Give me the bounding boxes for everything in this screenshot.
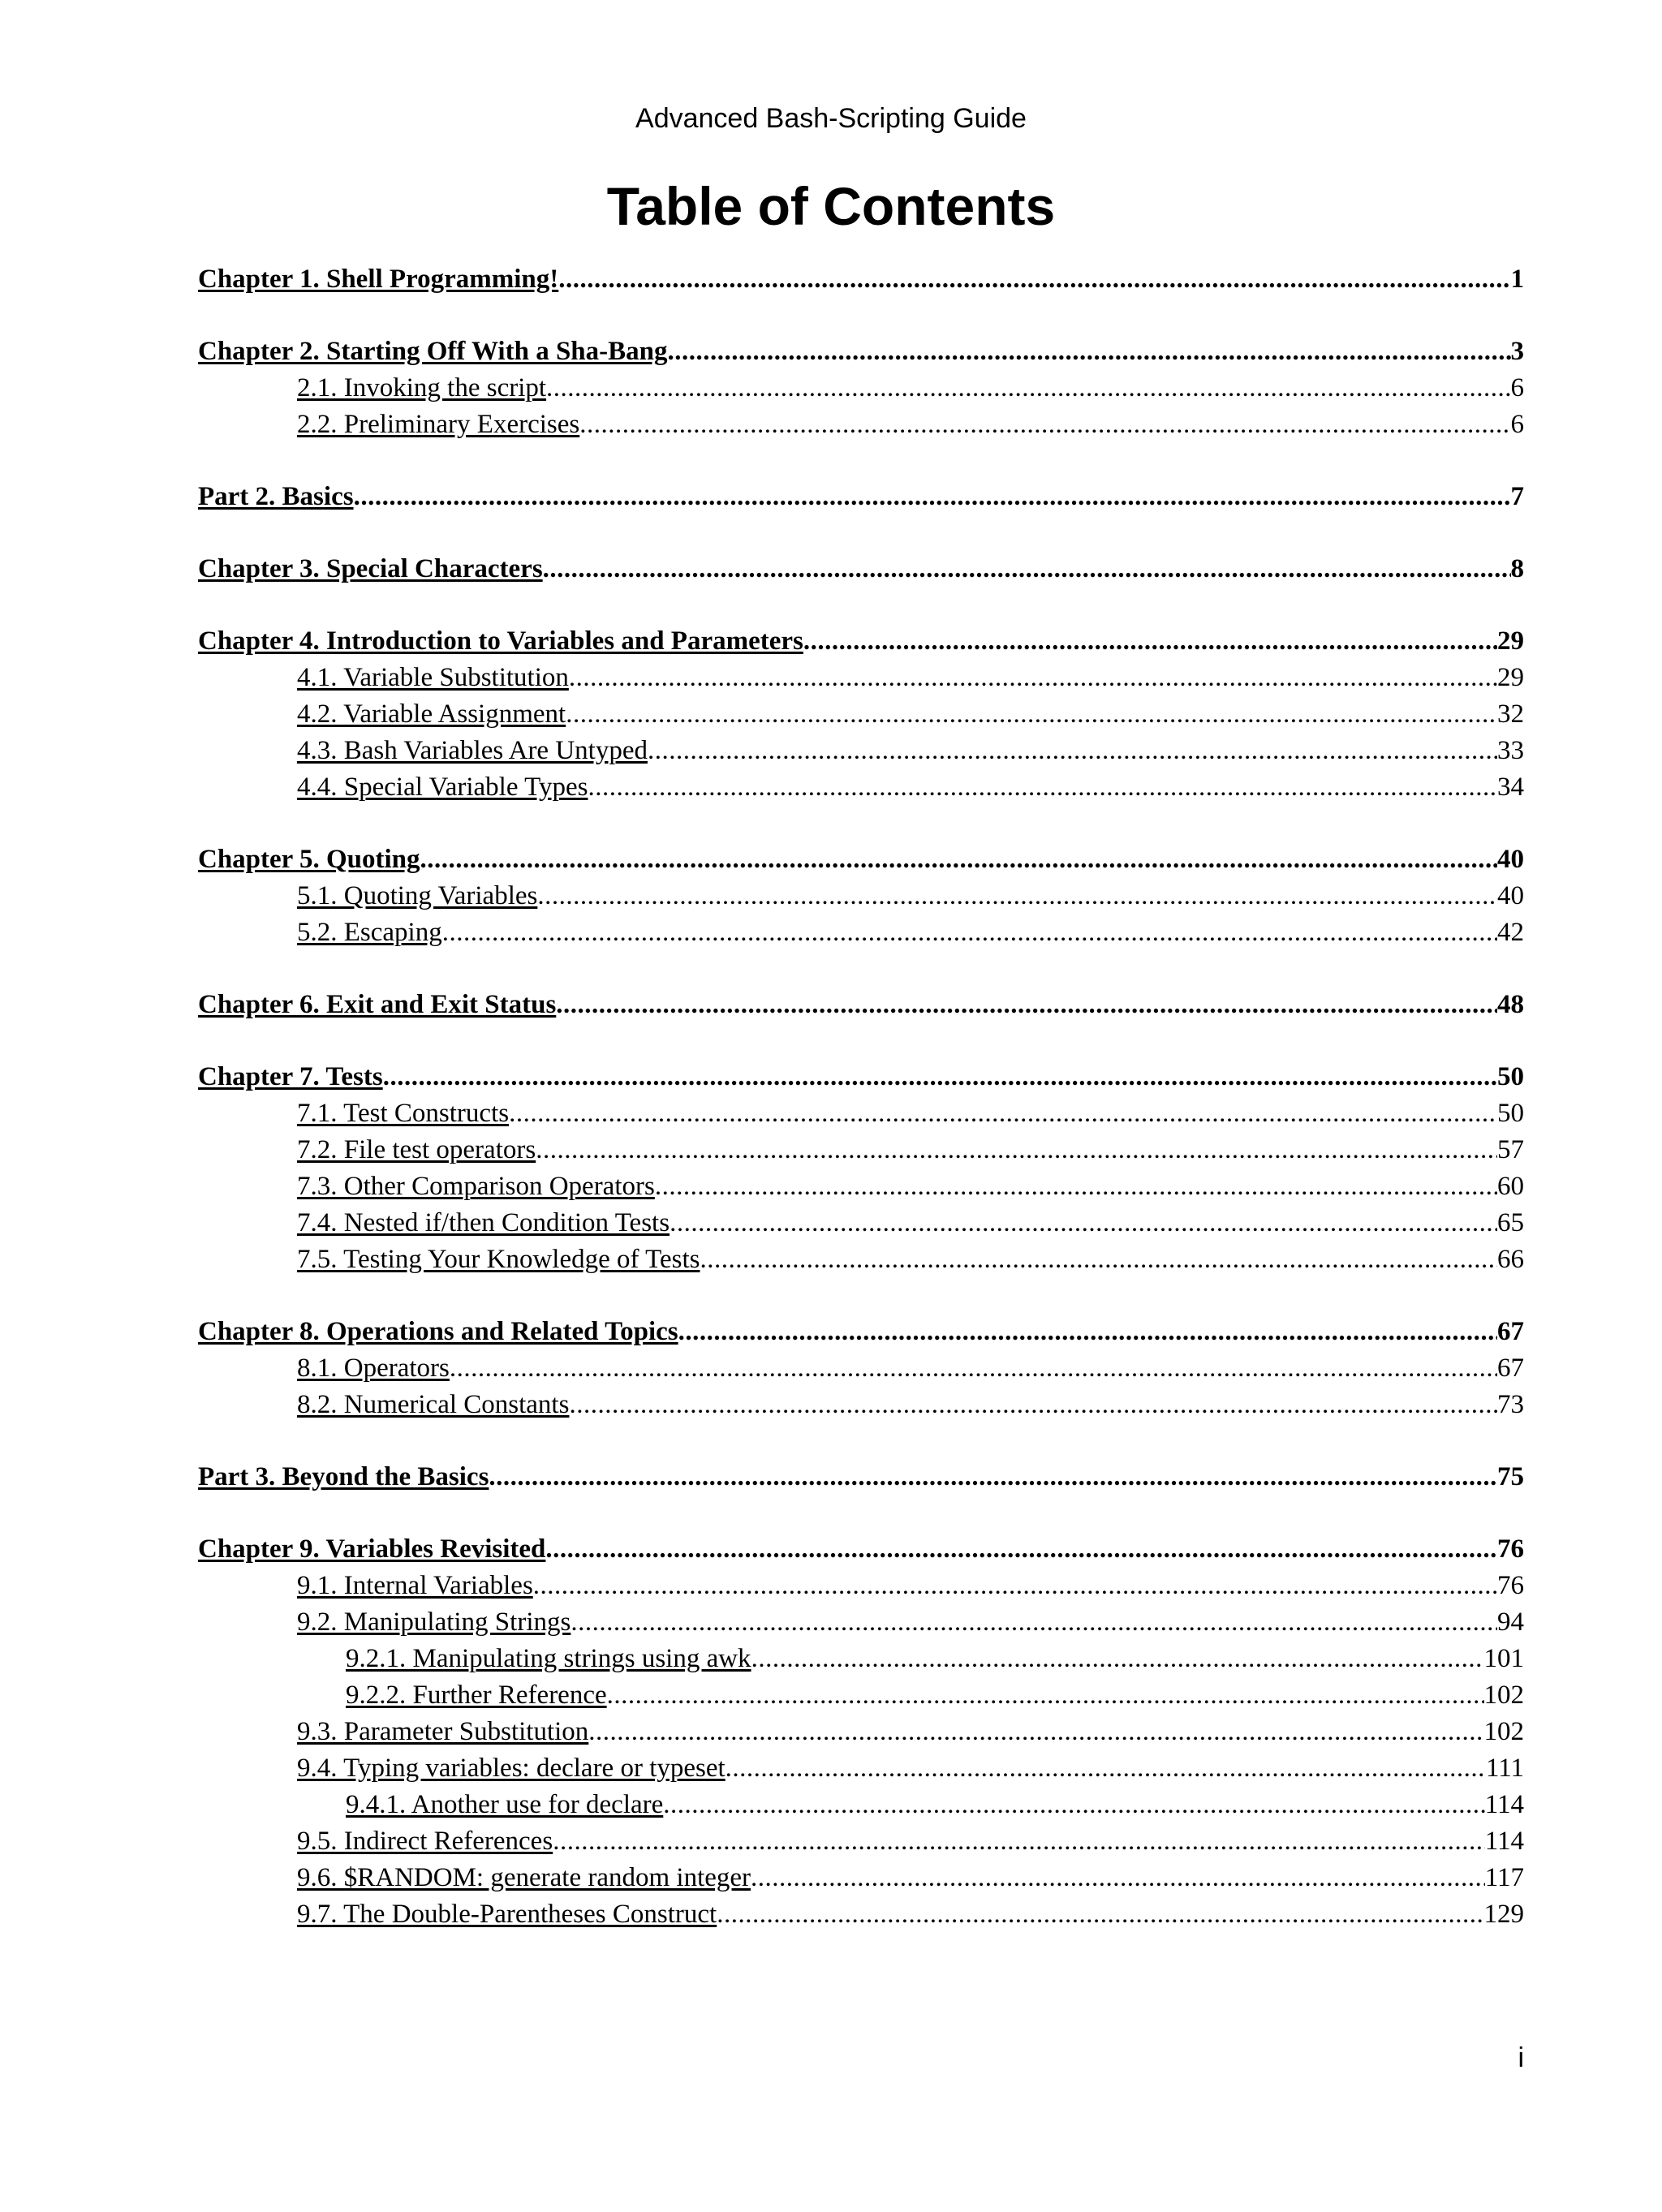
toc-page-number: 114 xyxy=(1484,1790,1524,1819)
toc-page-number: 29 xyxy=(1497,663,1524,692)
toc-dot-leader xyxy=(670,1205,1497,1242)
toc-dot-leader xyxy=(537,878,1497,914)
toc-entry xyxy=(198,841,1524,878)
toc-page-number: 8 xyxy=(1510,554,1524,583)
toc-dot-leader xyxy=(648,733,1497,769)
toc-entry-link[interactable]: 9.4.1. Another use for declare xyxy=(346,1790,664,1819)
toc-page-number: 75 xyxy=(1497,1462,1524,1491)
toc-page-number: 42 xyxy=(1497,918,1524,947)
toc-entry xyxy=(198,261,1524,298)
toc-page-number: 48 xyxy=(1497,990,1524,1019)
toc-entry-link[interactable]: 2.1. Invoking the script xyxy=(297,373,547,402)
toc-page-number: 67 xyxy=(1497,1353,1524,1383)
toc-dot-leader xyxy=(533,1568,1497,1604)
toc-page-number: 6 xyxy=(1510,410,1524,439)
toc-dot-leader xyxy=(546,370,1510,407)
toc-entry-link[interactable]: 9.1. Internal Variables xyxy=(297,1571,533,1600)
toc-dot-leader xyxy=(579,407,1510,443)
toc-dot-leader xyxy=(655,1168,1497,1205)
toc-entry xyxy=(198,660,1524,696)
toc-entry xyxy=(198,334,1524,370)
toc-entry xyxy=(198,623,1524,660)
toc-entry-link[interactable]: Chapter 6. Exit and Exit Status xyxy=(198,990,557,1019)
toc-dot-leader xyxy=(543,551,1511,587)
toc-entry-link[interactable]: 7.1. Test Constructs xyxy=(297,1099,510,1128)
toc-page-number: 29 xyxy=(1497,626,1524,656)
toc-entry-link[interactable]: 9.5. Indirect References xyxy=(297,1827,553,1856)
toc-dot-leader xyxy=(536,1132,1497,1168)
toc-page-number: 6 xyxy=(1510,373,1524,402)
toc-entry-link[interactable]: 4.1. Variable Substitution xyxy=(297,663,569,692)
toc-entry-link[interactable]: 5.1. Quoting Variables xyxy=(297,881,538,910)
toc-page-number: 40 xyxy=(1497,881,1524,910)
toc-page-number: 3 xyxy=(1510,337,1524,366)
toc-page-number: 102 xyxy=(1483,1717,1524,1746)
toc-entry xyxy=(198,914,1524,951)
toc-entry-link[interactable]: Chapter 2. Starting Off With a Sha-Bang xyxy=(198,337,668,366)
toc-page-number: 34 xyxy=(1497,772,1524,802)
toc-entry xyxy=(198,769,1524,806)
toc-entry-link[interactable]: Chapter 3. Special Characters xyxy=(198,554,543,583)
toc-entry xyxy=(198,1132,1524,1168)
toc-entry xyxy=(198,370,1524,407)
toc-entry-link[interactable]: 9.6. $RANDOM: generate random integer xyxy=(297,1863,751,1892)
toc-entry xyxy=(198,733,1524,769)
toc-entry-link[interactable]: 7.2. File test operators xyxy=(297,1135,536,1164)
toc-entry xyxy=(198,1604,1524,1641)
toc-entry-link[interactable]: 8.1. Operators xyxy=(297,1353,450,1383)
toc-dot-leader xyxy=(663,1787,1484,1823)
toc-entry xyxy=(198,1242,1524,1278)
toc-entry-link[interactable]: 9.3. Parameter Substitution xyxy=(297,1717,589,1746)
toc-entry xyxy=(198,1823,1524,1860)
toc-entry xyxy=(198,1459,1524,1495)
toc-entry xyxy=(198,878,1524,914)
toc-page-number: 101 xyxy=(1483,1644,1524,1673)
toc-page-number: 66 xyxy=(1497,1245,1524,1274)
toc-entry-link[interactable]: 4.3. Bash Variables Are Untyped xyxy=(297,736,648,765)
toc-entry xyxy=(198,1314,1524,1350)
toc-entry-link[interactable]: 9.7. The Double-Parentheses Construct xyxy=(297,1900,717,1929)
toc-entry xyxy=(198,1387,1524,1423)
toc-dot-leader xyxy=(553,1823,1485,1860)
page-number: i xyxy=(1518,2042,1524,2073)
toc-dot-leader xyxy=(509,1095,1497,1132)
toc-page-number: 1 xyxy=(1510,265,1524,294)
toc-dot-leader xyxy=(571,1604,1497,1641)
toc-page-number: 129 xyxy=(1483,1900,1524,1929)
toc-dot-leader xyxy=(450,1350,1497,1387)
toc-entry xyxy=(198,1641,1524,1677)
toc-dot-leader xyxy=(420,841,1497,878)
toc-entry xyxy=(198,1677,1524,1714)
toc-entry-link[interactable]: 7.5. Testing Your Knowledge of Tests xyxy=(297,1245,700,1274)
running-header: Advanced Bash-Scripting Guide xyxy=(635,103,1027,134)
toc-entry xyxy=(198,551,1524,587)
toc-entry-link[interactable]: 7.4. Nested if/then Condition Tests xyxy=(297,1208,670,1237)
toc-dot-leader xyxy=(569,1387,1497,1423)
toc-entry xyxy=(198,1168,1524,1205)
toc-entry xyxy=(198,1095,1524,1132)
table-of-contents xyxy=(198,261,1524,1933)
toc-dot-leader xyxy=(558,261,1510,298)
toc-entry xyxy=(198,987,1524,1023)
toc-entry-link[interactable]: 9.2. Manipulating Strings xyxy=(297,1607,571,1637)
toc-dot-leader xyxy=(700,1242,1498,1278)
toc-page-number: 32 xyxy=(1497,699,1524,729)
toc-page-number: 65 xyxy=(1497,1208,1524,1237)
toc-entry xyxy=(198,1205,1524,1242)
toc-page-number: 40 xyxy=(1497,845,1524,874)
toc-dot-leader xyxy=(566,696,1497,733)
toc-dot-leader xyxy=(442,914,1497,951)
toc-entry xyxy=(198,696,1524,733)
toc-page-number: 67 xyxy=(1497,1317,1524,1346)
toc-page-number: 50 xyxy=(1497,1062,1524,1091)
toc-entry-link[interactable]: Chapter 5. Quoting xyxy=(198,845,420,874)
toc-page-number: 60 xyxy=(1497,1172,1524,1201)
toc-entry-link[interactable]: 7.3. Other Comparison Operators xyxy=(297,1172,655,1201)
toc-entry xyxy=(198,1531,1524,1568)
toc-page-number: 76 xyxy=(1497,1571,1524,1600)
toc-entry xyxy=(198,1059,1524,1095)
toc-entry-link[interactable]: 4.4. Special Variable Types xyxy=(297,772,588,802)
toc-entry xyxy=(198,1896,1524,1933)
toc-dot-leader xyxy=(588,769,1497,806)
toc-entry-link[interactable]: 5.2. Escaping xyxy=(297,918,442,947)
toc-dot-leader xyxy=(751,1641,1484,1677)
toc-dot-leader xyxy=(588,1714,1483,1750)
toc-dot-leader xyxy=(354,479,1511,515)
toc-page-number: 76 xyxy=(1497,1534,1524,1564)
toc-dot-leader xyxy=(569,660,1497,696)
toc-entry xyxy=(198,479,1524,515)
toc-entry-link[interactable]: Part 2. Basics xyxy=(198,482,354,511)
toc-entry-link[interactable]: Chapter 1. Shell Programming! xyxy=(198,265,559,294)
toc-dot-leader xyxy=(678,1314,1497,1350)
toc-entry xyxy=(198,1568,1524,1604)
toc-page-number: 117 xyxy=(1484,1863,1524,1892)
toc-entry-link[interactable]: Chapter 9. Variables Revisited xyxy=(198,1534,546,1564)
toc-entry-link[interactable]: Chapter 8. Operations and Related Topics xyxy=(198,1317,678,1346)
toc-entry xyxy=(198,1787,1524,1823)
toc-page-number: 94 xyxy=(1497,1607,1524,1637)
toc-entry-link[interactable]: 9.2.1. Manipulating strings using awk xyxy=(346,1644,751,1673)
toc-page-number: 7 xyxy=(1510,482,1524,511)
toc-dot-leader xyxy=(556,987,1497,1023)
toc-dot-leader xyxy=(717,1896,1483,1933)
toc-page-number: 102 xyxy=(1483,1681,1524,1710)
toc-page-number: 50 xyxy=(1497,1099,1524,1128)
toc-dot-leader xyxy=(489,1459,1497,1495)
toc-entry-link[interactable]: Chapter 7. Tests xyxy=(198,1062,383,1091)
toc-entry xyxy=(198,1750,1524,1787)
toc-dot-leader xyxy=(668,334,1511,370)
toc-entry-link[interactable]: Part 3. Beyond the Basics xyxy=(198,1462,489,1491)
toc-entry xyxy=(198,407,1524,443)
toc-entry-link[interactable]: 9.4. Typing variables: declare or typeset xyxy=(297,1754,726,1783)
toc-entry-link[interactable]: 8.2. Numerical Constants xyxy=(297,1390,570,1419)
toc-entry-link[interactable]: Chapter 4. Introduction to Variables and Parameters xyxy=(198,626,803,656)
toc-entry-link[interactable]: 4.2. Variable Assignment xyxy=(297,699,566,729)
toc-page-number: 114 xyxy=(1484,1827,1524,1856)
page-title: Table of Contents xyxy=(606,176,1056,236)
toc-dot-leader xyxy=(607,1677,1484,1714)
toc-page-number: 57 xyxy=(1497,1135,1524,1164)
toc-entry xyxy=(198,1350,1524,1387)
toc-dot-leader xyxy=(803,623,1497,660)
toc-entry-link[interactable]: 9.2.2. Further Reference xyxy=(346,1681,607,1710)
toc-entry xyxy=(198,1860,1524,1896)
toc-page-number: 111 xyxy=(1485,1754,1524,1783)
toc-dot-leader xyxy=(545,1531,1497,1568)
toc-dot-leader xyxy=(383,1059,1497,1095)
toc-page-number: 33 xyxy=(1497,736,1524,765)
toc-dot-leader xyxy=(751,1860,1485,1896)
toc-entry xyxy=(198,1714,1524,1750)
toc-page-number: 73 xyxy=(1497,1390,1524,1419)
toc-entry-link[interactable]: 2.2. Preliminary Exercises xyxy=(297,410,580,439)
toc-dot-leader xyxy=(726,1750,1486,1787)
